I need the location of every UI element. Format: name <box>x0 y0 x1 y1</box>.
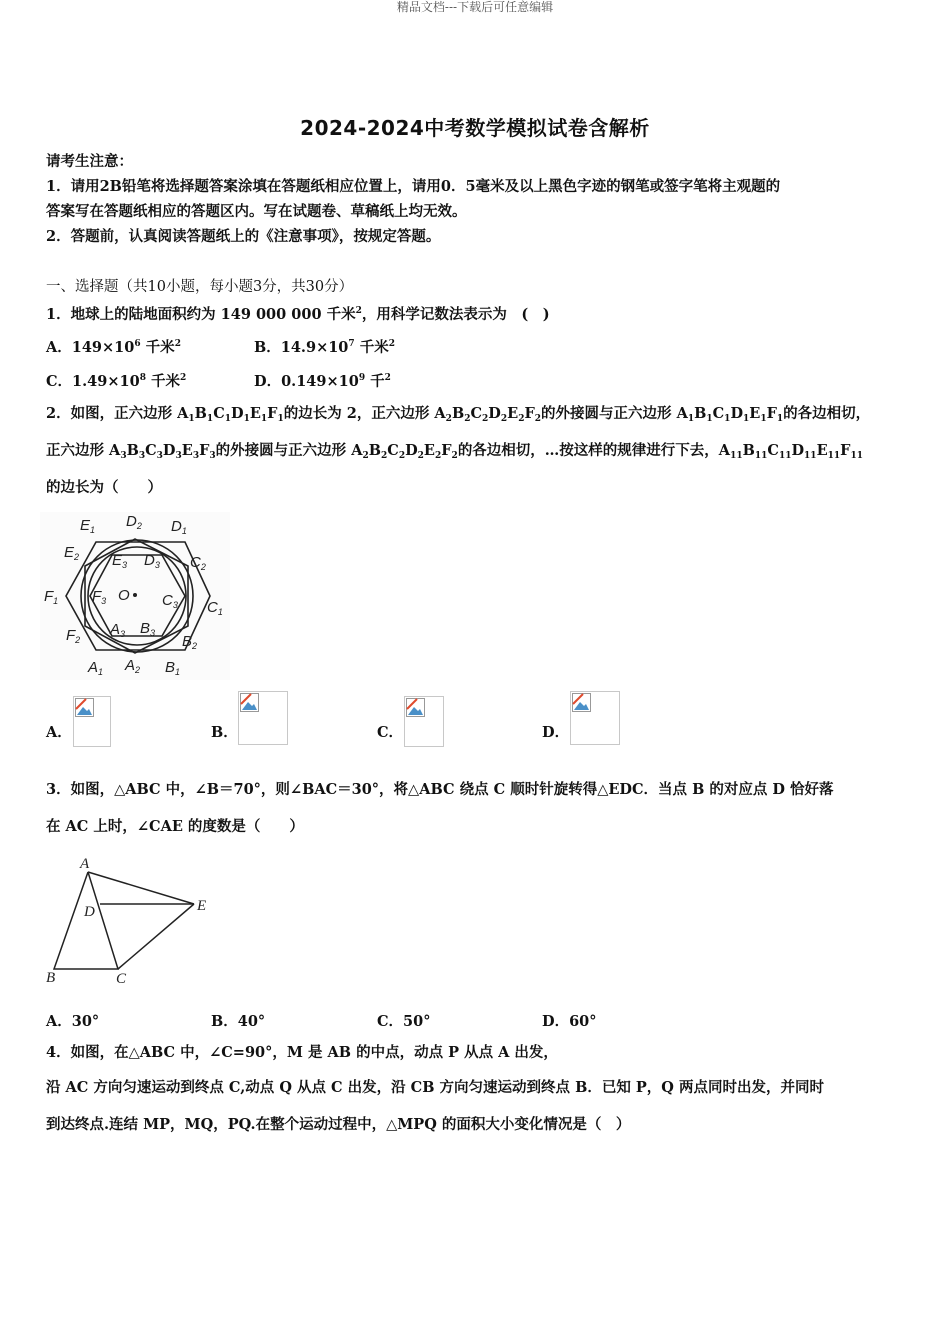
label-C3: $C_3$ <box>162 592 178 610</box>
q3-line-1: 3．如图，△ABC 中，∠B＝70°，则∠BAC＝30°，将△ABC 绕点 C 顺时针旋转得△EDC．当点 B 的对应点 D 恰好落 <box>46 781 834 798</box>
q3-line-2: 在 AC 上时，∠CAE 的度数是（ ） <box>46 818 304 835</box>
q2-option-c-image <box>404 696 444 747</box>
label-D2: $D_2$ <box>126 513 142 531</box>
label-A3: $A_3$ <box>110 621 126 639</box>
segment-ae <box>88 872 194 904</box>
center-point <box>133 593 137 597</box>
label-C1: $C_1$ <box>207 599 223 617</box>
segment-ce <box>118 904 194 969</box>
label-B3: $B_3$ <box>140 620 156 638</box>
q2-option-a-image <box>73 696 111 747</box>
label-b: B <box>46 970 56 986</box>
q2-line-3: 的边长为（ ） <box>46 479 162 496</box>
label-e: E <box>197 898 207 914</box>
label-C2: $C_2$ <box>190 554 206 572</box>
q4-line-1: 4．如图，在△ABC 中，∠C=90°，M 是 AB 的中点，动点 P 从点 A 出发， <box>46 1044 558 1061</box>
broken-image-icon <box>572 693 592 713</box>
q3-option-d: D．60° <box>542 1013 597 1030</box>
label-B1: $B_1$ <box>165 659 181 677</box>
label-D1: $D_1$ <box>171 518 187 536</box>
label-E1: $E_1$ <box>80 517 96 535</box>
label-F1: $F_1$ <box>44 588 59 606</box>
notice-item-2: 2．答题前，认真阅读答题纸上的《注意事项》，按规定答题。 <box>46 228 441 245</box>
broken-image-icon <box>75 698 95 718</box>
q2-line-2: 正六边形 $A_3B_3C_3D_3E_3F_3$的外接圆与正六边形 $A_2B_2C_2D_2E_2F_2$的各边相切，…按这样的规律进行下去，$A_{11}B_{11}C_{11}D_{11}E_{11}F_{11}$ <box>46 442 863 461</box>
header-note: 精品文档---下载后可任意编辑 <box>396 0 554 14</box>
q2-line-1: 2．如图，正六边形 $A_1B_1C_1D_1E_1F_1$的边长为 2，正六边形 $A_2B_2C_2D_2E_2F_2$的外接圆与正六边形 $A_1B_1C_1D_1E_1F_1$的各边相切， <box>46 405 871 424</box>
label-a: A <box>80 856 90 872</box>
q2-option-b-image <box>238 691 288 745</box>
notice-heading: 请考生注意： <box>46 153 133 170</box>
q2-option-d-label: D． <box>542 724 570 741</box>
notice-item-1b: 答案写在答题纸相应的答题区内。写在试题卷、草稿纸上均无效。 <box>46 203 467 220</box>
q3-option-a: A．30° <box>46 1013 100 1030</box>
q1-option-b: B．$14.9\times 10^7$ 千米$^2$ <box>254 339 395 356</box>
page-title: 2024-2024中考数学模拟试卷含解析 <box>300 116 650 140</box>
broken-image-icon <box>240 693 260 713</box>
label-c: C <box>116 971 127 987</box>
notice-item-1a: 1．请用2B铅笔将选择题答案涂填在答题纸相应位置上，请用0．5毫米及以上黑色字迹的钢笔或签字笔将主观题的 <box>46 178 781 195</box>
q1-stem: 1．地球上的陆地面积约为 149 000 000 千米$^2$，用科学记数法表示为 ( ) <box>46 306 550 323</box>
label-F3: $F_3$ <box>92 588 107 606</box>
q2-option-a-label: A． <box>46 724 72 741</box>
q4-line-2: 沿 AC 方向匀速运动到终点 C,动点 Q 从点 C 出发，沿 CB 方向匀速运动到终点 B．已知 P，Q 两点同时出发，并同时 <box>46 1079 824 1096</box>
section-heading: 一、选择题（共10小题，每小题3分，共30分） <box>46 279 354 295</box>
q2-option-d-image <box>570 691 620 745</box>
triangle-abc <box>54 872 118 969</box>
q2-hexagon-figure <box>40 512 230 680</box>
label-B2: $B_2$ <box>182 633 198 651</box>
q1-option-a: A．$149\times 10^6$ 千米$^2$ <box>46 339 181 356</box>
q3-option-b: B．40° <box>211 1013 266 1030</box>
label-A2: $A_2$ <box>125 657 141 675</box>
q1-option-d: D．$0.149\times 10^9$ 千$^2$ <box>254 373 391 390</box>
broken-image-icon <box>406 698 426 718</box>
q2-option-c-label: C． <box>377 724 404 741</box>
label-A1: $A_1$ <box>88 659 104 677</box>
label-D3: $D_3$ <box>144 552 160 570</box>
label-F2: $F_2$ <box>66 627 81 645</box>
q1-option-c: C．$1.49\times 10^8$ 千米$^2$ <box>46 373 187 390</box>
q3-triangle-figure <box>40 852 220 992</box>
q2-option-b-label: B． <box>211 724 238 741</box>
label-O: O <box>118 587 130 604</box>
label-E2: $E_2$ <box>64 544 80 562</box>
q4-line-3: 到达终点.连结 MP，MQ，PQ.在整个运动过程中，△MPQ 的面积大小变化情况是（ ） <box>46 1116 631 1133</box>
q3-option-c: C．50° <box>377 1013 431 1030</box>
label-E3: $E_3$ <box>112 552 128 570</box>
label-d: D <box>84 904 95 920</box>
